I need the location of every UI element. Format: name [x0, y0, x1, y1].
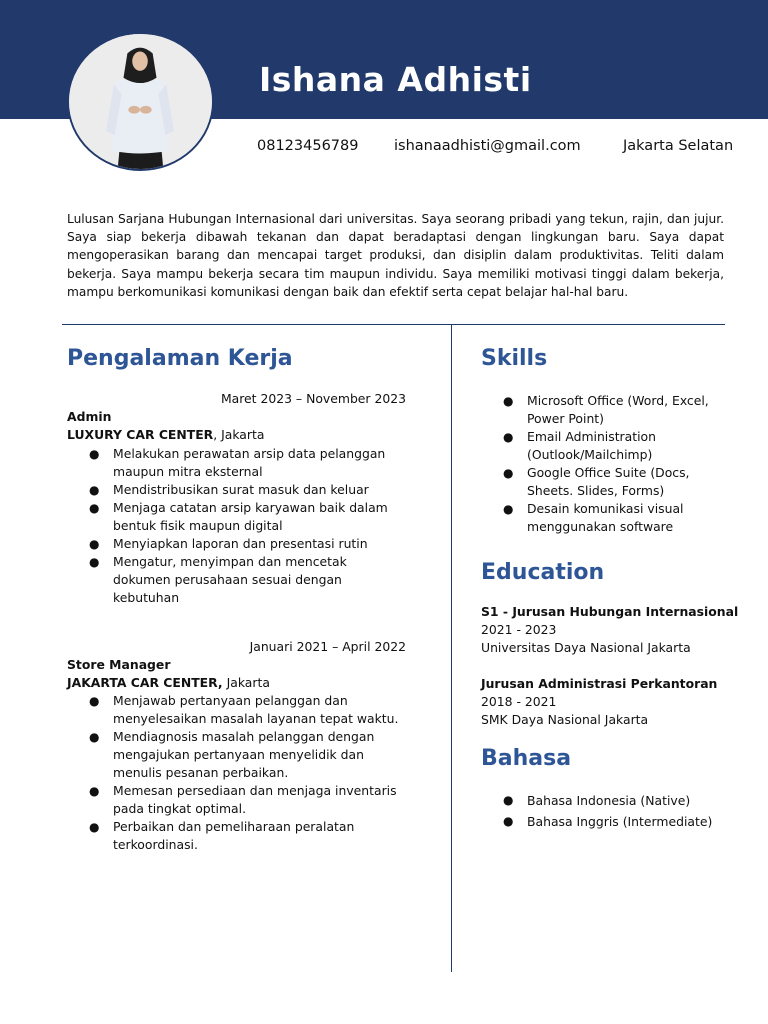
- list-item: ● Melakukan perawatan arsip data pelanggan maupun mitra eksternal: [89, 446, 386, 479]
- list-item: ● Email Administration (Outlook/Mailchimp): [503, 429, 656, 462]
- job-date: Maret 2023 – November 2023: [220, 391, 406, 406]
- list-item: ● Desain komunikasi visual menggunakan software: [503, 501, 684, 534]
- column-divider: [451, 324, 452, 972]
- job-role: Store Manager: [67, 657, 171, 672]
- company-name: JAKARTA CAR CENTER,: [67, 675, 223, 690]
- education-school: SMK Daya Nasional Jakarta: [481, 712, 649, 727]
- list-item: ● Mendiagnosis masalah pelanggan dengan mengajukan pertanyaan menyelidik dan menulis pesanan perbaikan.: [89, 729, 375, 780]
- skills-list: [503, 392, 727, 536]
- job-company: [67, 675, 270, 690]
- candidate-name: Ishana Adhisti: [259, 60, 532, 99]
- list-item: ● Google Office Suite (Docs, Sheets. Slides, Forms): [503, 465, 690, 498]
- list-item: ● Menjawab pertanyaan pelanggan dan menyelesaikan masalah layanan tepat waktu.: [89, 693, 399, 726]
- job-task-list: [89, 692, 403, 854]
- location: Jakarta Selatan: [623, 138, 734, 154]
- job-date: Januari 2021 – April 2022: [249, 639, 406, 654]
- list-item: ● Bahasa Inggris (Intermediate): [503, 814, 713, 829]
- education-heading: Education: [481, 560, 605, 585]
- education-program: S1 - Jurusan Hubungan Internasional: [481, 604, 739, 619]
- education-school: Universitas Daya Nasional Jakarta: [481, 640, 691, 655]
- education-program: Jurusan Administrasi Perkantoran: [481, 676, 718, 691]
- education-years: 2018 - 2021: [481, 694, 557, 709]
- skills-heading: Skills: [481, 346, 548, 371]
- list-item: ● Menjaga catatan arsip karyawan baik dalam bentuk fisik maupun digital: [89, 500, 388, 533]
- job-role: Admin: [67, 409, 112, 424]
- profile-photo: [67, 32, 214, 171]
- list-item: ● Bahasa Indonesia (Native): [503, 793, 691, 808]
- list-item: ● Microsoft Office (Word, Excel, Power Point): [503, 393, 709, 426]
- email-address: ishanaadhisti@gmail.com: [394, 138, 581, 154]
- person-photo-icon: [69, 34, 212, 169]
- education-years: 2021 - 2023: [481, 622, 557, 637]
- horizontal-divider: [62, 324, 725, 325]
- list-item: ● Mendistribusikan surat masuk dan keluar: [89, 482, 369, 497]
- languages-heading: Bahasa: [481, 746, 572, 771]
- list-item: ● Memesan persediaan dan menjaga inventaris pada tingkat optimal.: [89, 783, 397, 816]
- company-city: , Jakarta: [213, 427, 265, 442]
- job-task-list: [89, 445, 403, 607]
- list-item: ● Mengatur, menyimpan dan mencetak dokumen perusahaan sesuai dengan kebutuhan: [89, 554, 347, 605]
- company-city: Jakarta: [222, 675, 270, 690]
- company-name: LUXURY CAR CENTER: [67, 427, 214, 442]
- job-company: [67, 427, 264, 442]
- list-item: ● Perbaikan dan pemeliharaan peralatan terkoordinasi.: [89, 819, 355, 852]
- languages-list: [503, 790, 727, 832]
- experience-heading: Pengalaman Kerja: [67, 346, 293, 371]
- list-item: ● Menyiapkan laporan dan presentasi rutin: [89, 536, 368, 551]
- phone-number: 08123456789: [257, 138, 359, 154]
- profile-summary: Lulusan Sarjana Hubungan Internasional dari universitas. Saya seorang pribadi yang tekun, rajin, dan jujur. Saya siap bekerja dibawah tekanan dan dapat beradaptasi dengan lingkungan baru. Saya dapat mengoperasikan barang dan mencapai target produksi, dan disiplin dalam produktivitas. Teliti dalam bekerja. Saya mampu bekerja secara tim maupun individu. Saya memiliki motivasi tinggi dalam bekerja, mampu berkomunikasi komunikasi dengan baik dan efektif serta cepat belajar hal-hal baru.: [67, 212, 724, 299]
